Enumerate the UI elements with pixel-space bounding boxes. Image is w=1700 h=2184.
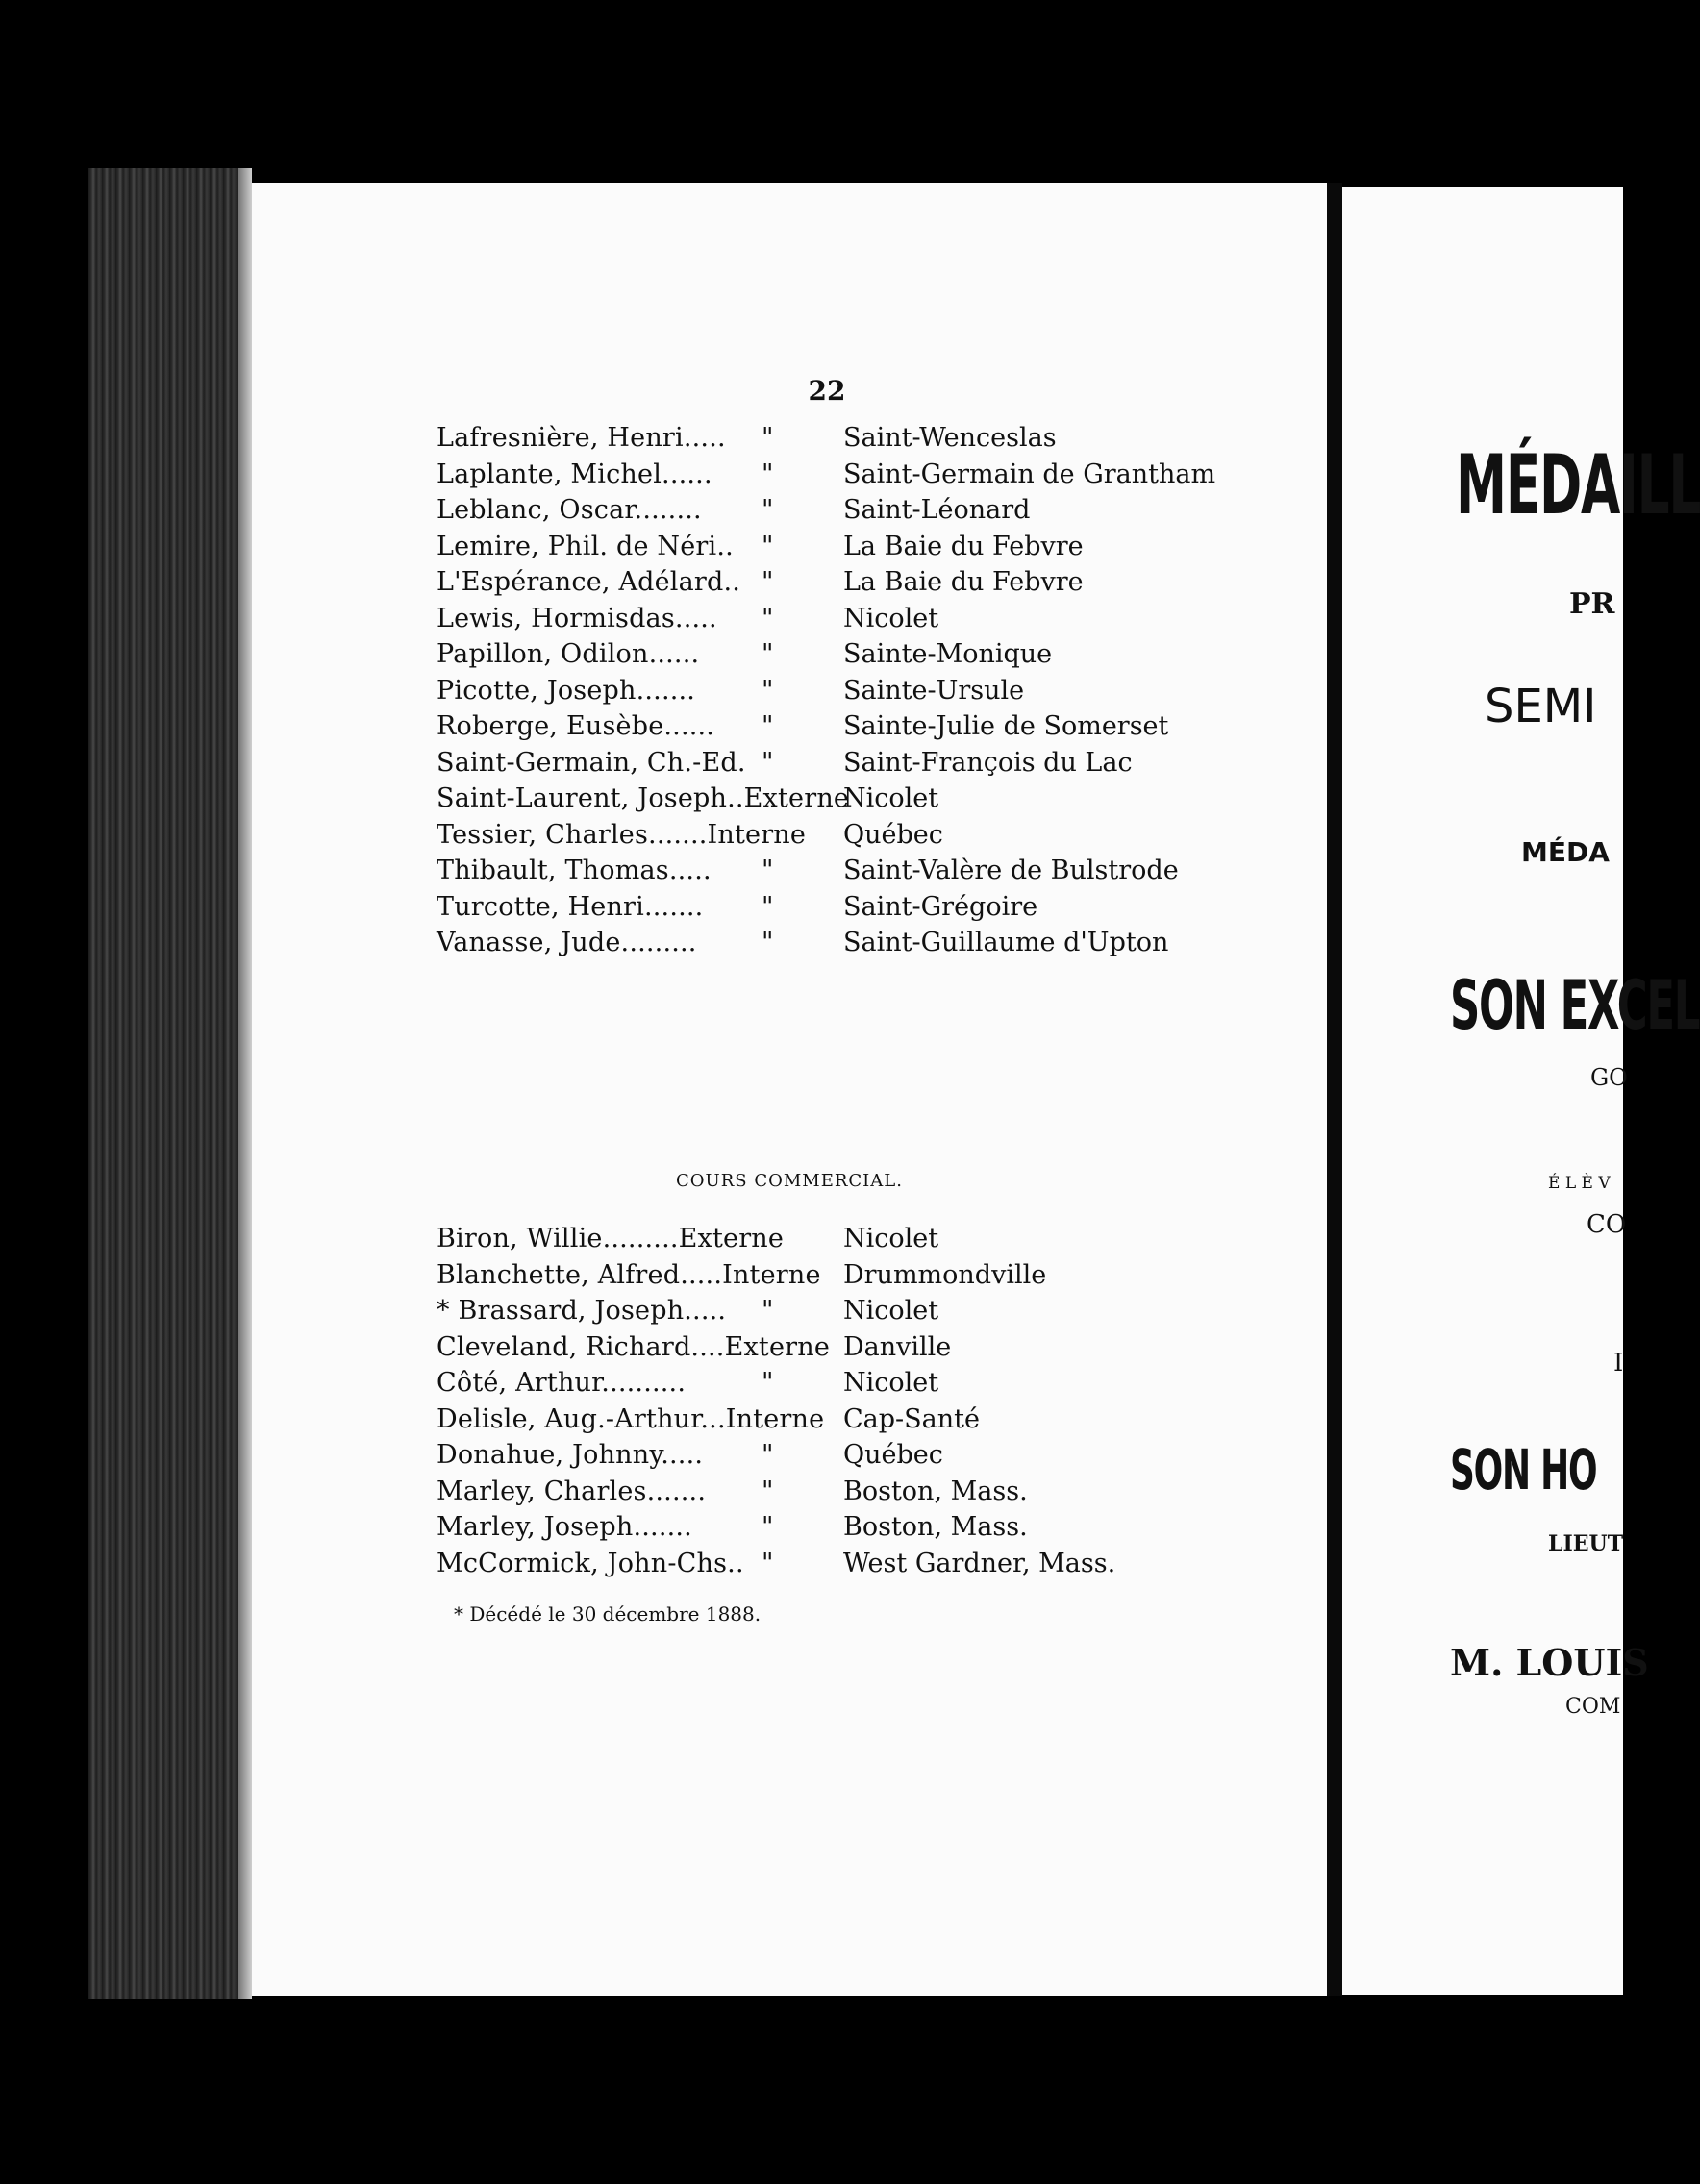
student-place: Nicolet (843, 603, 939, 633)
ditto-mark: " (762, 675, 774, 706)
student-place: Nicolet (843, 1368, 939, 1398)
list-row (252, 748, 1327, 784)
student-name: * Brassard, Joseph..... (437, 1296, 727, 1326)
student-name: McCormick, John-Chs.. (437, 1548, 744, 1578)
right-page-text: PR (1569, 587, 1615, 621)
student-place: Saint-Grégoire (843, 891, 1038, 922)
list-row (252, 711, 1327, 748)
right-page (1342, 187, 1700, 1995)
student-place: La Baie du Febvre (843, 531, 1084, 561)
student-place: Nicolet (843, 1224, 939, 1253)
student-place: Danville (843, 1331, 952, 1362)
student-name: Turcotte, Henri....... (437, 891, 704, 922)
list-row (252, 1512, 1327, 1549)
page-number: 22 (808, 375, 846, 407)
ditto-mark: " (762, 495, 774, 525)
right-page-heading: SON HO (1450, 1437, 1597, 1502)
ditto-mark: " (762, 531, 774, 561)
student-list (252, 423, 1327, 964)
ditto-mark: " (762, 856, 774, 885)
ditto-mark: " (762, 928, 774, 957)
student-name: Saint-Germain, Ch.-Ed. (437, 747, 746, 778)
list-row (252, 820, 1327, 856)
student-name: Saint-Laurent, Joseph..Externe (437, 783, 850, 813)
student-place: Saint-Wenceslas (843, 423, 1057, 453)
ditto-mark: " (762, 603, 774, 633)
student-name: Papillon, Odilon...... (437, 639, 700, 669)
ditto-mark: " (762, 711, 774, 741)
ditto-mark: " (762, 1476, 774, 1506)
list-row (252, 1549, 1327, 1585)
right-page-heading: MÉDAILL (1456, 437, 1700, 534)
student-name: Tessier, Charles.......Interne (437, 819, 807, 850)
footnote: * Décédé le 30 décembre 1888. (454, 1602, 762, 1626)
student-name: Lemire, Phil. de Néri.. (437, 531, 734, 561)
list-row (252, 1477, 1327, 1513)
ditto-mark: " (762, 1368, 774, 1398)
right-page-text: I (1613, 1349, 1624, 1377)
student-place: Boston, Mass. (843, 1476, 1028, 1506)
left-page (252, 183, 1327, 1996)
list-row (252, 856, 1327, 892)
list-row (252, 459, 1327, 496)
student-name: Biron, Willie.........Externe (437, 1224, 785, 1253)
ditto-mark: " (762, 459, 774, 489)
student-name: Roberge, Eusèbe...... (437, 711, 715, 741)
student-place: Sainte-Julie de Somerset (843, 711, 1169, 741)
student-name: L'Espérance, Adélard.. (437, 567, 741, 597)
student-place: Boston, Mass. (843, 1512, 1028, 1542)
list-row (252, 423, 1327, 459)
student-name: Côté, Arthur.......... (437, 1368, 687, 1398)
list-row (252, 1296, 1327, 1332)
list-row (252, 604, 1327, 640)
right-page-text: SEMI (1485, 680, 1597, 733)
section-title: COURS COMMERCIAL. (676, 1171, 903, 1191)
right-page-heading: SON EXCEL (1450, 966, 1700, 1045)
student-place: Saint-François du Lac (843, 747, 1133, 778)
student-place: Nicolet (843, 783, 939, 813)
student-place: Nicolet (843, 1296, 939, 1326)
right-page-text: MÉDA (1521, 836, 1610, 868)
student-name: Picotte, Joseph....... (437, 675, 696, 706)
student-place: West Gardner, Mass. (843, 1548, 1116, 1578)
student-name: Lafresnière, Henri..... (437, 423, 726, 453)
list-row (252, 892, 1327, 929)
right-page-text: É L È V (1548, 1174, 1611, 1193)
list-row (252, 928, 1327, 964)
right-page-text: COM (1565, 1695, 1621, 1719)
right-page-text: CO (1587, 1210, 1627, 1239)
list-row (252, 1404, 1327, 1441)
student-place: Sainte-Monique (843, 639, 1053, 669)
student-name: Thibault, Thomas..... (437, 856, 712, 885)
student-name: Leblanc, Oscar........ (437, 495, 702, 525)
book-gutter (1327, 183, 1342, 1996)
student-place: Drummondville (843, 1259, 1047, 1290)
student-place: Sainte-Ursule (843, 675, 1025, 706)
student-name: Vanasse, Jude......... (437, 928, 697, 957)
list-row (252, 676, 1327, 712)
list-row (252, 639, 1327, 676)
student-name: Donahue, Johnny..... (437, 1440, 704, 1470)
right-page-text: GO (1590, 1064, 1628, 1091)
ditto-mark: " (762, 1512, 774, 1542)
ditto-mark: " (762, 891, 774, 922)
list-row (252, 495, 1327, 532)
student-name: Laplante, Michel...... (437, 459, 712, 489)
list-row (252, 1368, 1327, 1404)
right-page-text: M. LOUIS (1450, 1641, 1649, 1684)
ditto-mark: " (762, 1296, 774, 1326)
list-row (252, 1440, 1327, 1477)
student-place: Québec (843, 819, 943, 850)
student-name: Blanchette, Alfred.....Interne (437, 1259, 821, 1290)
student-name: Lewis, Hormisdas..... (437, 603, 717, 633)
student-place: Saint-Léonard (843, 495, 1031, 525)
student-name: Delisle, Aug.-Arthur...Interne (437, 1403, 825, 1434)
student-place: Saint-Guillaume d'Upton (843, 928, 1169, 957)
student-place: La Baie du Febvre (843, 567, 1084, 597)
student-name: Marley, Joseph....... (437, 1512, 692, 1542)
list-row (252, 567, 1327, 604)
list-row (252, 783, 1327, 820)
commercial-student-list (252, 1224, 1327, 1584)
student-name: Cleveland, Richard....Externe (437, 1331, 831, 1362)
student-place: Saint-Germain de Grantham (843, 459, 1216, 489)
list-row (252, 1332, 1327, 1369)
student-name: Marley, Charles....... (437, 1476, 707, 1506)
student-place: Québec (843, 1440, 943, 1470)
ditto-mark: " (762, 423, 774, 453)
list-row (252, 532, 1327, 568)
right-page-text: LIEUT (1548, 1531, 1624, 1556)
page-edges (88, 168, 252, 1999)
ditto-mark: " (762, 567, 774, 597)
list-row (252, 1260, 1327, 1297)
ditto-mark: " (762, 639, 774, 669)
list-row (252, 1224, 1327, 1260)
student-place: Cap-Santé (843, 1403, 980, 1434)
ditto-mark: " (762, 1548, 774, 1578)
ditto-mark: " (762, 1440, 774, 1470)
ditto-mark: " (762, 747, 774, 778)
student-place: Saint-Valère de Bulstrode (843, 856, 1179, 885)
